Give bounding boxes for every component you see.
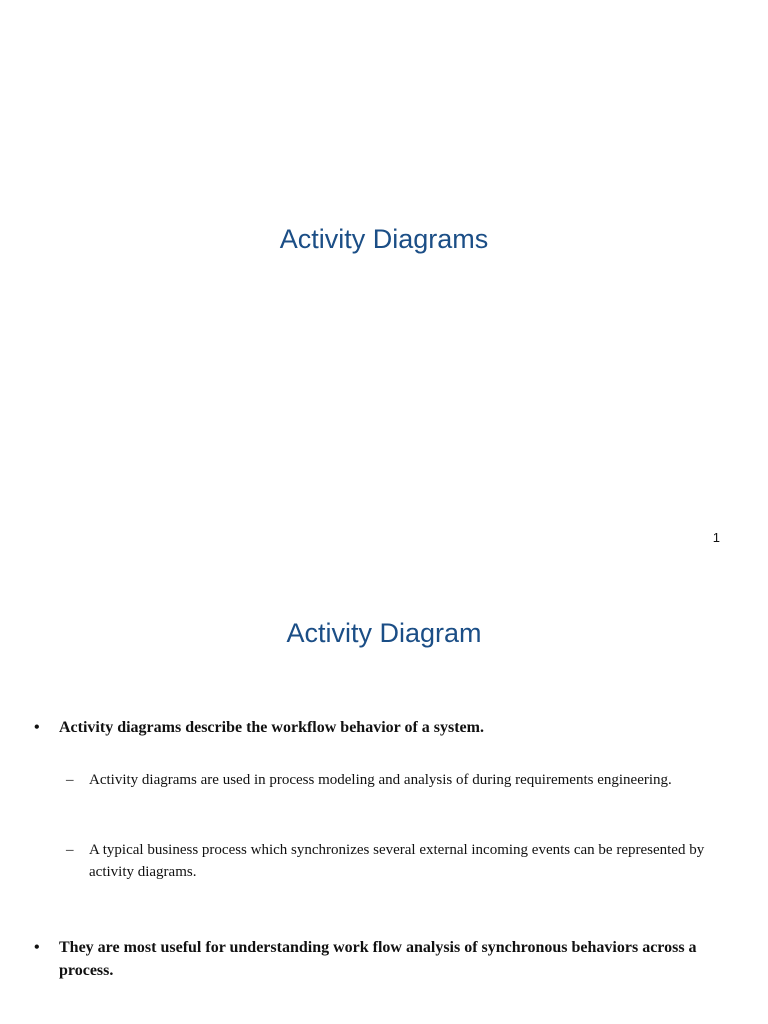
sub-bullet-item xyxy=(66,839,706,883)
sub-bullet-marker: – xyxy=(66,772,74,788)
slide-title: Activity Diagrams xyxy=(279,224,489,254)
bullet-item xyxy=(34,716,724,739)
page-number: 1 xyxy=(712,530,720,545)
sub-bullet-text: A typical business process which synchronizes several external incoming events can be represented by activity diagrams. xyxy=(89,842,705,880)
sub-bullet-text: Activity diagrams are used in process modeling and analysis of during requirements engineering. xyxy=(89,772,672,788)
bullet-text: Activity diagrams describe the workflow behavior of a system. xyxy=(59,719,484,736)
bullet-item xyxy=(34,936,724,982)
slide-2 xyxy=(0,576,768,1024)
slide-title: Activity Diagram xyxy=(286,618,482,648)
bullet-marker: • xyxy=(34,719,40,736)
sub-bullet-item xyxy=(66,769,706,791)
bullet-marker: • xyxy=(34,939,40,956)
bullet-text: They are most useful for understanding work flow analysis of synchronous behaviors across a process. xyxy=(59,939,697,979)
sub-bullet-marker: – xyxy=(66,842,74,858)
